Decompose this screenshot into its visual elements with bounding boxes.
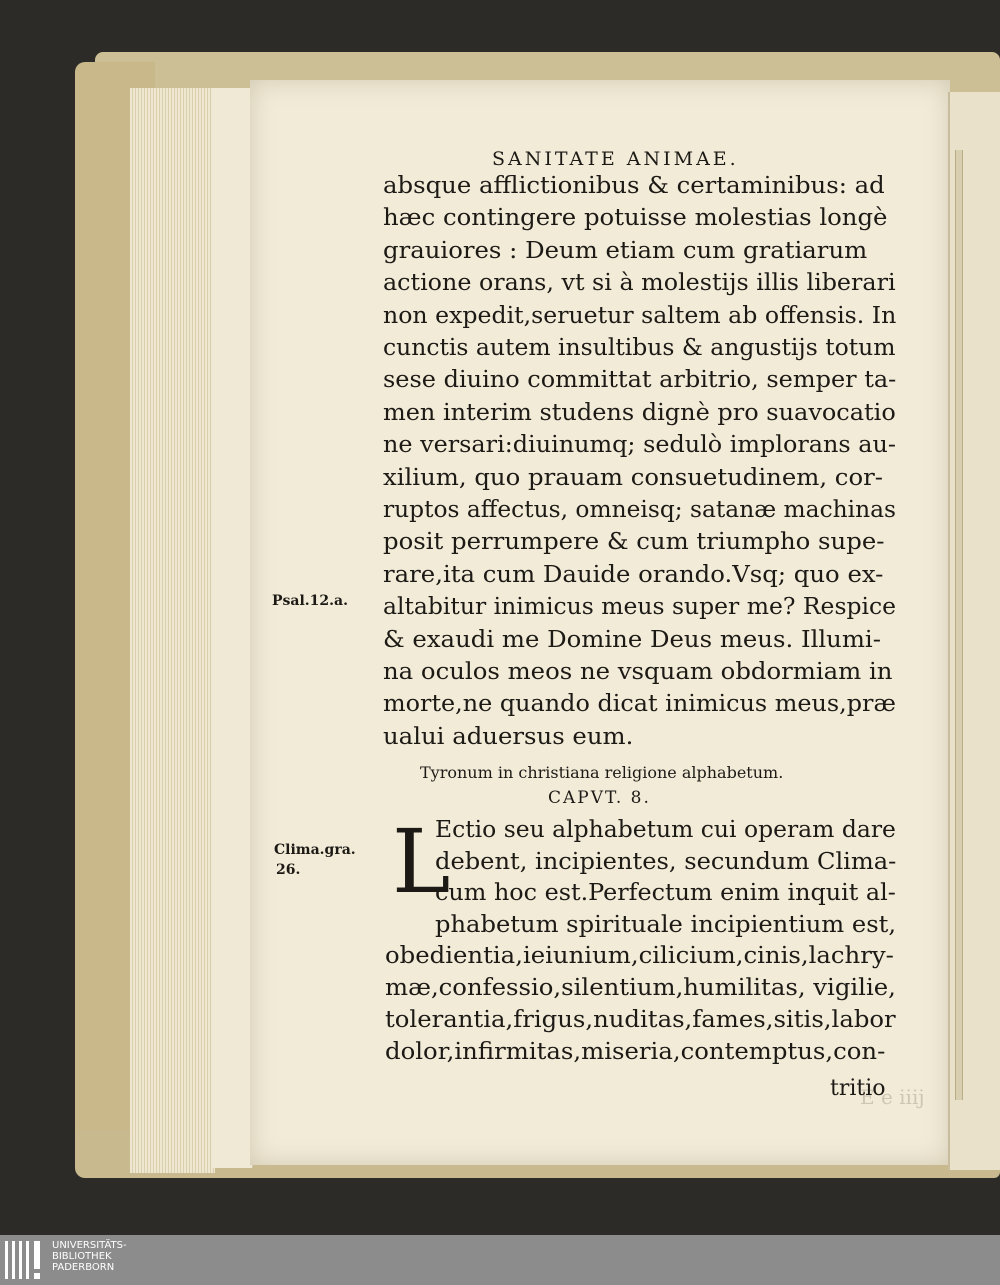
margin-note-climacus: Clima.gra. <box>274 842 356 858</box>
text-line: ne versari:diuinumq; sedulò implorans au- <box>383 431 896 459</box>
binding-thread <box>955 150 963 1100</box>
text-line: ualui aduersus eum. <box>383 722 634 750</box>
library-footer-bar <box>0 1235 1000 1285</box>
text-line: non expedit,seruetur saltem ab offensis. In <box>383 301 897 329</box>
text-line: cunctis autem insultibus & angustijs totum <box>383 334 896 361</box>
text-line: altabitur inimicus meus super me? Respice <box>383 593 897 621</box>
text-line: hæc contingere potuisse molestias longè <box>383 204 888 232</box>
page-stack-edge <box>130 88 215 1173</box>
drop-cap-initial: L <box>392 810 451 913</box>
chapter-caput: CAPVT. 8. <box>548 788 651 808</box>
text-line: sese diuino committat arbitrio, semper ta- <box>383 366 897 394</box>
text-line: ruptos affectus, omneisq; satanæ machinas <box>383 496 897 523</box>
text-line: actione orans, vt si à molestijs illis liberari <box>383 269 896 297</box>
library-logo-icon <box>4 1239 46 1281</box>
text-line: morte,ne quando dicat inimicus meus,præ <box>383 690 896 718</box>
catchword: tritio <box>830 1076 886 1101</box>
text-line: mæ,confessio,silentium,humilitas, vigilie, <box>385 974 896 1001</box>
text-line: na oculos meos ne vsquam obdormiam in <box>383 658 893 685</box>
text-line: obedientia,ieiunium,cilicium,cinis,lachry- <box>385 942 894 969</box>
facing-page-edge <box>212 88 253 1168</box>
text-line: men interim studens dignè pro suavocatio <box>383 398 896 426</box>
text-line: posit perrumpere & cum triumpho supe- <box>383 528 885 556</box>
text-line: dolor,infirmitas,miseria,contemptus,con- <box>385 1038 886 1065</box>
running-header: SANITATE ANIMAE. <box>492 148 739 170</box>
text-line: grauiores : Deum etiam cum gratiarum <box>383 236 868 264</box>
text-line: xilium, quo prauam consuetudinem, cor- <box>383 463 883 491</box>
margin-note-psalm: Psal.12.a. <box>272 593 348 609</box>
chapter-heading: Tyronum in christiana religione alphabetum. <box>420 763 784 782</box>
library-name-line1: UNIVERSITÄTS- <box>52 1240 127 1251</box>
margin-note-climacus-number: 26. <box>276 862 301 878</box>
text-line: debent, incipientes, secundum Clima- <box>435 847 897 875</box>
library-name-line3: PADERBORN <box>52 1262 115 1273</box>
text-line: & exaudi me Domine Deus meus. Illumi- <box>383 625 881 653</box>
text-line: rare,ita cum Dauide orando.Vsq; quo ex- <box>383 560 884 588</box>
text-line: Ectio seu alphabetum cui operam dare <box>435 816 896 843</box>
text-line: tolerantia,frigus,nuditas,fames,sitis,labor <box>385 1006 896 1033</box>
text-line: absque afflictionibus & certaminibus: ad <box>383 172 885 199</box>
library-name-line2: BIBLIOTHEK <box>52 1251 112 1262</box>
text-line: cum hoc est.Perfectum enim inquit al- <box>435 879 896 907</box>
text-line: phabetum spirituale incipientium est, <box>435 910 897 938</box>
bleed-through-signature: E e iiij <box>860 1085 925 1109</box>
